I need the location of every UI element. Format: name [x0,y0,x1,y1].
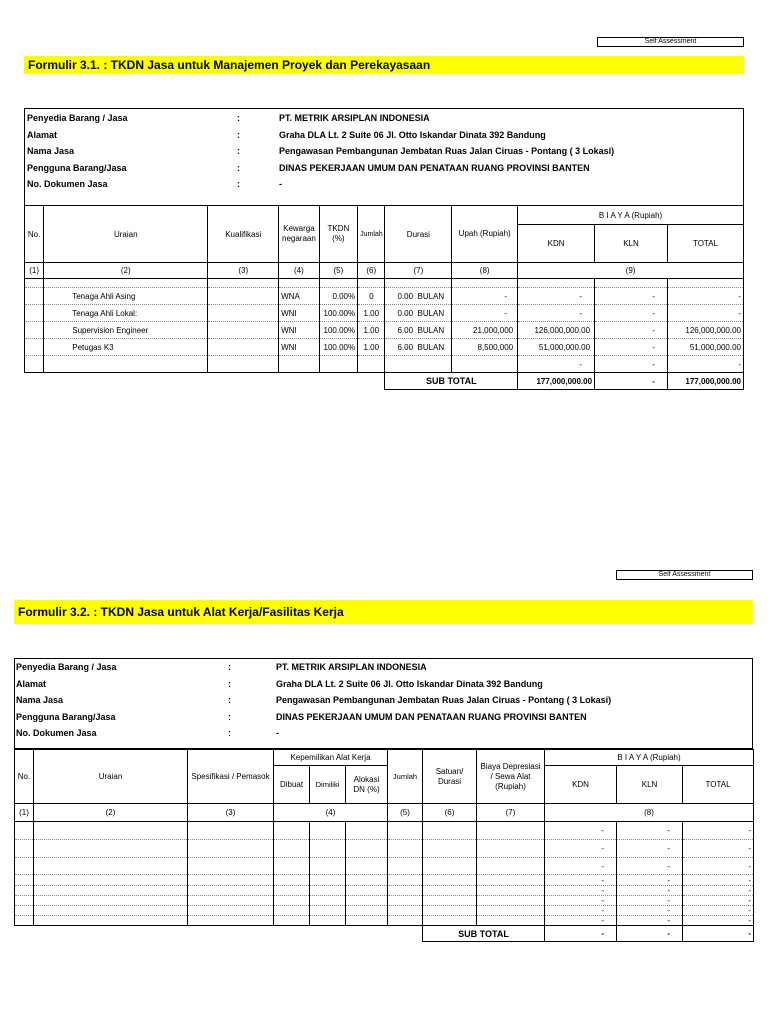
table-row [15,916,754,926]
info-value: DINAS PEKERJAAN UMUM DAN PENATAAN RUANG PROVINSI BANTEN [279,162,590,173]
info-block-2 [16,659,751,742]
col-header-kln: KLN [595,225,668,263]
info-row [16,659,751,676]
subtotal-label: SUB TOTAL [423,926,545,942]
cell-total: - [683,906,754,916]
col-header-kualifikasi: Kualifikasi [208,206,279,263]
col-number: (1) [15,804,34,822]
cell-upah: - [452,288,518,305]
col-number: (7) [477,804,545,822]
info-value: Graha DLA Lt. 2 Suite 06 Jl. Otto Iskandar Dinata 392 Bandung [276,678,543,689]
info-value: - [276,728,279,739]
cell-kdn: - [518,305,595,322]
cell-durasi [385,288,452,305]
info-label: Pengguna Barang/Jasa [16,711,116,722]
subtotal-kdn: 177,000,000.00 [518,373,595,390]
col-header-no: No. [15,750,34,804]
table-row [25,322,744,339]
subtotal-kln: - [617,926,683,942]
tkdn-table-2 [14,749,754,942]
cell-kln: - [617,875,683,886]
cell-kln: - [617,886,683,896]
cell-jumlah: 0 [358,288,385,305]
cell-kdn: - [545,896,617,906]
info-value: Pengawasan Pembangunan Jembatan Ruas Jalan Ciruas - Pontang ( 3 Lokasi) [276,695,612,706]
cell-tkdn [319,356,357,373]
cell-total: - [667,305,743,322]
col-number: (1) [25,263,44,279]
info-colon: : [237,146,240,157]
info-row [27,110,742,127]
col-number: (8) [452,263,518,279]
cell-kdn: 51,000,000.00 [518,339,595,356]
cell-kdn: - [545,906,617,916]
cell-durasi [385,305,452,322]
table-row [15,906,754,916]
subtotal-row [25,373,744,390]
durasi-value: 6.00 [397,325,414,335]
cell-total: - [683,916,754,926]
cell-total: - [667,288,743,305]
table-row [15,886,754,896]
info-label: Penyedia Barang / Jasa [27,113,128,124]
col-header-jumlah: Jumlah [358,206,385,263]
col-number: (6) [423,804,477,822]
table-row [25,305,744,322]
cell-jumlah: 1.00 [358,305,385,322]
col-header-biaya: B I A Y A (Rupiah) [545,750,754,766]
durasi-unit: BULAN [417,308,445,318]
col-header-kdn: KDN [518,225,595,263]
cell-uraian: Tenaga Ahli Asing [44,288,208,305]
col-header-dibuat: Dibuat [274,766,310,804]
cell-total: 51,000,000.00 [667,339,743,356]
info-colon: : [228,711,231,722]
col-number: (9) [518,263,744,279]
cell-total: - [683,875,754,886]
cell-kdn: - [545,840,617,858]
col-header-no: No. [25,206,44,263]
info-colon: : [228,728,231,739]
table-row [25,288,744,305]
cell-kdn: - [545,916,617,926]
cell-kln: - [617,840,683,858]
cell-jumlah: 1.00 [358,339,385,356]
info-value: Graha DLA Lt. 2 Suite 06 Jl. Otto Iskandar Dinata 392 Bandung [279,129,546,140]
info-label: Penyedia Barang / Jasa [16,662,117,673]
info-colon: : [237,162,240,173]
subtotal-kln: - [595,373,668,390]
table-row [15,840,754,858]
col-header-alokasi: Alokasi DN (%) [346,766,388,804]
col-number: (4) [279,263,320,279]
cell-tkdn: 100.00% [319,305,357,322]
info-row [16,676,751,693]
cell-kewarganegaraan: WNI [279,322,320,339]
info-value: PT. METRIK ARSIPLAN INDONESIA [279,113,430,124]
cell-kdn: - [545,822,617,840]
cell-durasi [385,339,452,356]
cell-kdn: - [518,288,595,305]
col-number: (2) [34,804,188,822]
cell-jumlah [358,356,385,373]
cell-jumlah: 1.00 [358,322,385,339]
col-header-uraian: Uraian [44,206,208,263]
info-row [16,725,751,742]
info-value: - [279,179,282,190]
info-label: Alamat [27,129,58,140]
info-colon: : [237,129,240,140]
cell-kewarganegaraan: WNA [279,288,320,305]
cell-total: - [683,840,754,858]
info-label: Nama Jasa [27,146,75,157]
col-header-total: TOTAL [683,766,754,804]
cell-total: 126,000,000.00 [667,322,743,339]
subtotal-total: - [683,926,754,942]
cell-uraian: Tenaga Ahli Lokal: [44,305,208,322]
cell-kdn: 126,000,000.00 [518,322,595,339]
durasi-value: 0.00 [397,291,414,301]
col-header-biaya: B I A Y A (Rupiah) [518,206,744,225]
cell-uraian [44,356,208,373]
info-value: DINAS PEKERJAAN UMUM DAN PENATAAN RUANG PROVINSI BANTEN [276,711,587,722]
info-label: Nama Jasa [16,695,64,706]
table-row [15,858,754,875]
cell-total: - [683,822,754,840]
subtotal-label: SUB TOTAL [385,373,518,390]
durasi-unit: BULAN [417,342,445,352]
cell-durasi [385,356,452,373]
cell-kewarganegaraan [279,356,320,373]
subtotal-kdn: - [545,926,617,942]
col-header-kepemilikan: Kepemilikan Alat Kerja [274,750,388,766]
durasi-value: 0.00 [397,308,414,318]
col-header-durasi: Durasi [385,206,452,263]
cell-tkdn: 0.00% [319,288,357,305]
cell-kln: - [595,356,668,373]
col-header-tkdn: TKDN (%) [319,206,357,263]
col-number: (5) [319,263,357,279]
col-number: (5) [388,804,423,822]
info-colon: : [228,662,231,673]
info-row [27,127,742,144]
self-assessment-box-2: Self Assessment [616,570,753,580]
info-value: PT. METRIK ARSIPLAN INDONESIA [276,662,427,673]
cell-kln: - [617,822,683,840]
col-header-uraian: Uraian [34,750,188,804]
cell-kln: - [595,339,668,356]
col-number: (7) [385,263,452,279]
info-colon: : [228,678,231,689]
col-number: (3) [208,263,279,279]
form-title-3-2: Formulir 3.2. : TKDN Jasa untuk Alat Kerja/Fasilitas Kerja [14,600,753,624]
col-number: (2) [44,263,208,279]
table-row [15,896,754,906]
info-colon: : [237,179,240,190]
durasi-value: 6.00 [397,342,414,352]
col-header-kewarganegaraan: Kewarga negaraan [279,206,320,263]
cell-kdn: - [545,886,617,896]
col-header-jumlah: Jumlah [388,750,423,804]
table-row [25,339,744,356]
cell-total: - [683,896,754,906]
info-row [27,176,742,193]
durasi-unit: BULAN [417,291,445,301]
cell-uraian: Petugas K3 [44,339,208,356]
subtotal-total: 177,000,000.00 [667,373,743,390]
form-title-3-1: Formulir 3.1. : TKDN Jasa untuk Manajemen Proyek dan Perekayasaan [24,56,744,74]
durasi-unit: BULAN [417,325,445,335]
col-header-kln: KLN [617,766,683,804]
cell-total: - [683,858,754,875]
col-number: (4) [274,804,388,822]
col-header-satuan: Satuan/ Durasi [423,750,477,804]
info-row [16,709,751,726]
cell-kdn: - [518,356,595,373]
table-row [15,875,754,886]
cell-kln: - [595,305,668,322]
table-row [25,356,744,373]
cell-upah [452,356,518,373]
table-row [15,822,754,840]
col-number: (8) [545,804,754,822]
col-header-spesifikasi: Spesifikasi / Pemasok [188,750,274,804]
tkdn-table-1 [24,205,744,390]
cell-total: - [667,356,743,373]
col-header-dimiliki: Dimiliki [310,766,346,804]
col-number: (6) [358,263,385,279]
cell-kewarganegaraan: WNI [279,305,320,322]
info-row [16,692,751,709]
col-header-kdn: KDN [545,766,617,804]
cell-kln: - [617,896,683,906]
info-colon: : [228,695,231,706]
col-header-biaya-depresiasi: Biaya Depresiasi / Sewa Alat (Rupiah) [477,750,545,804]
cell-kln: - [595,288,668,305]
col-header-total: TOTAL [667,225,743,263]
col-number: (3) [188,804,274,822]
info-row [27,143,742,160]
cell-kdn: - [545,875,617,886]
col-header-upah: Upah (Rupiah) [452,206,518,263]
cell-kewarganegaraan: WNI [279,339,320,356]
cell-upah: - [452,305,518,322]
info-row [27,160,742,177]
cell-uraian: Supervision Engineer [44,322,208,339]
cell-tkdn: 100.00% [319,322,357,339]
cell-kdn: - [545,858,617,875]
self-assessment-box-1: Self Assessment [597,37,744,47]
info-block-1 [27,110,742,193]
cell-kln: - [617,916,683,926]
info-label: Pengguna Barang/Jasa [27,162,127,173]
info-colon: : [237,113,240,124]
cell-kln: - [617,906,683,916]
info-label: No. Dokumen Jasa [27,179,108,190]
cell-durasi [385,322,452,339]
cell-tkdn: 100.00% [319,339,357,356]
cell-upah: 8,500,000 [452,339,518,356]
cell-total: - [683,886,754,896]
info-value: Pengawasan Pembangunan Jembatan Ruas Jalan Ciruas - Pontang ( 3 Lokasi) [279,146,615,157]
cell-kln: - [617,858,683,875]
cell-kln: - [595,322,668,339]
info-label: Alamat [16,678,47,689]
subtotal-row [15,926,754,942]
cell-upah: 21,000,000 [452,322,518,339]
info-label: No. Dokumen Jasa [16,728,97,739]
